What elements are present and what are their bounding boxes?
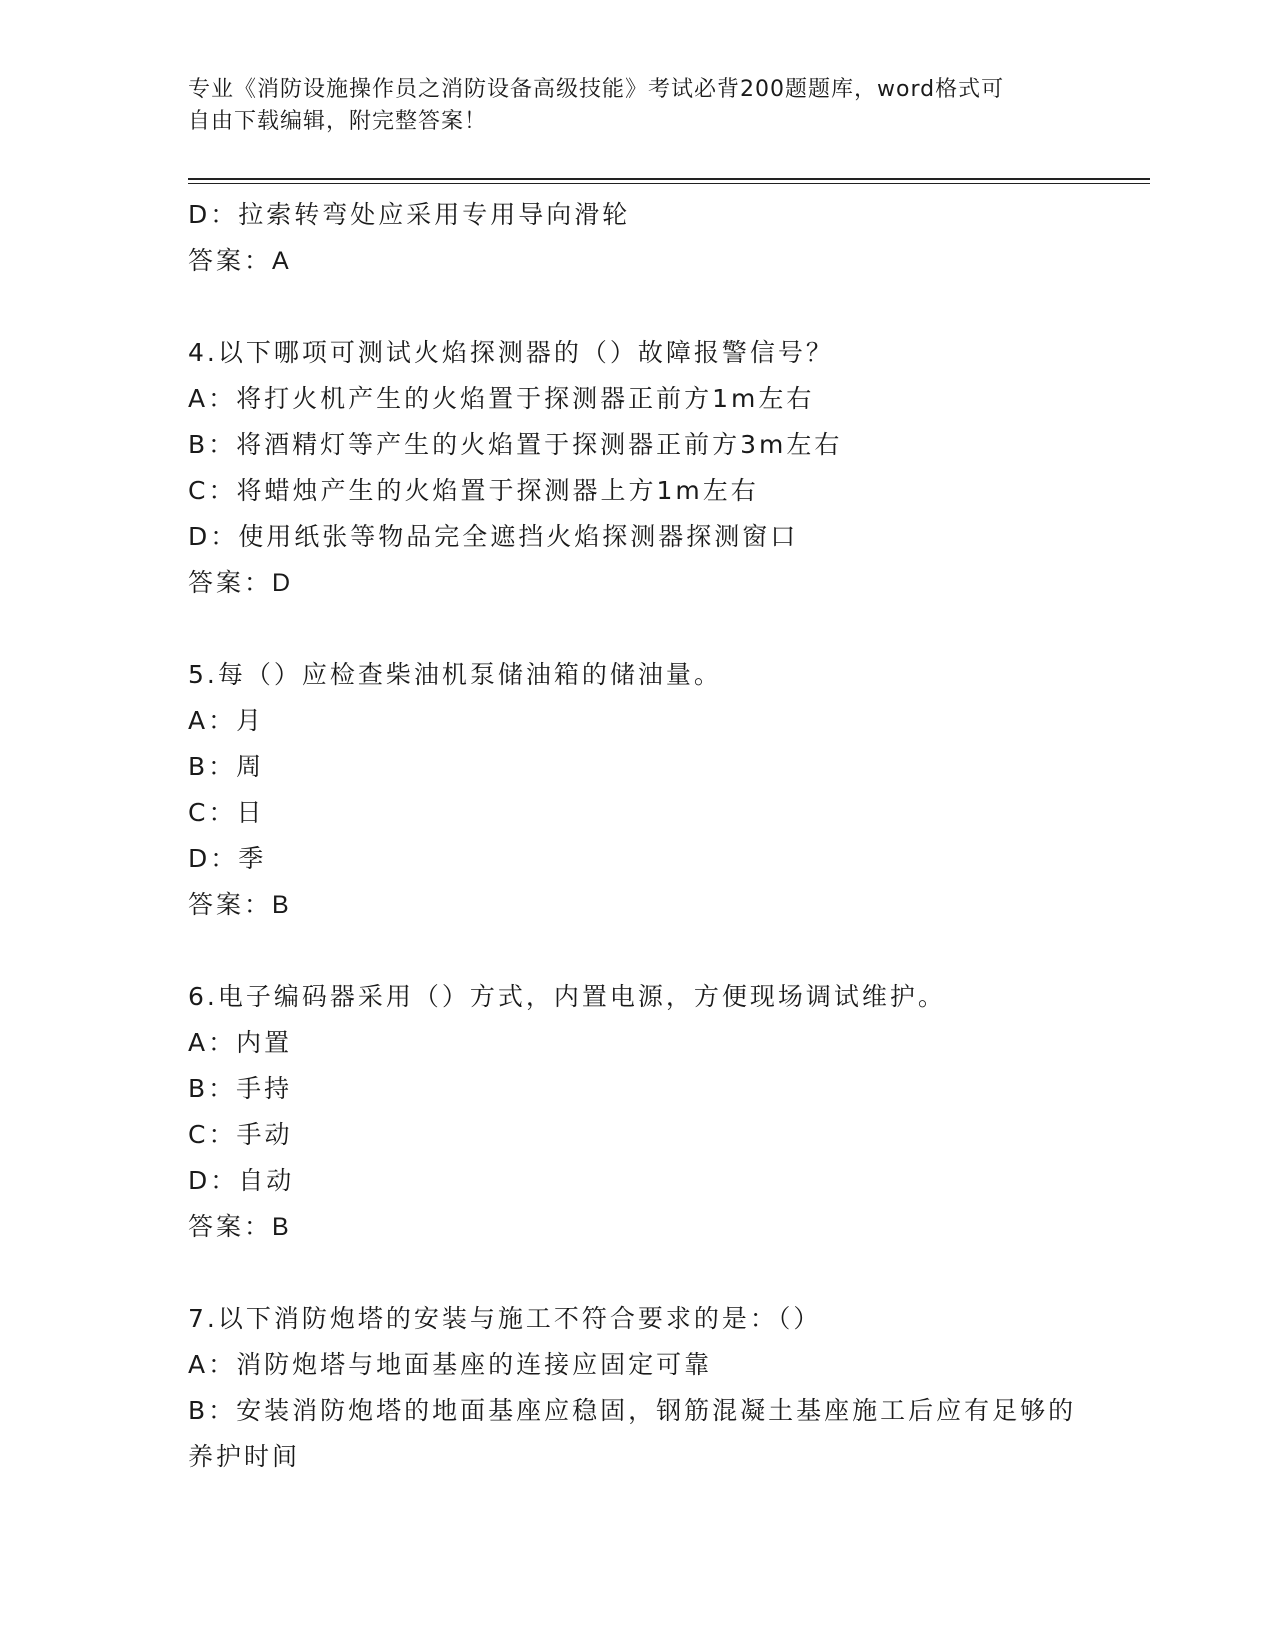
option-a: A：消防炮塔与地面基座的连接应固定可靠 (188, 1350, 713, 1379)
answer-line (188, 238, 1088, 284)
header-divider-thin (188, 183, 1150, 184)
option-b: B：将酒精灯等产生的火焰置于探测器正前方3m左右 (188, 430, 843, 459)
spacer (188, 1250, 1088, 1296)
answer-label: 答案： (188, 568, 273, 597)
question-stem: 7.以下消防炮塔的安装与施工不符合要求的是：（） (188, 1304, 822, 1333)
option-a: A：内置 (188, 1028, 293, 1057)
answer-label: 答案： (188, 1212, 273, 1241)
answer-value: A (272, 247, 290, 275)
option-a: A：月 (188, 706, 265, 735)
question-list (188, 192, 1088, 1480)
option-d: D：季 (188, 844, 267, 873)
option-c: C：日 (188, 798, 265, 827)
answer-value: B (272, 1213, 290, 1241)
answer-line (188, 1204, 1088, 1250)
answer-line (188, 560, 1088, 606)
option-c: C：手动 (188, 1120, 293, 1149)
option-a: A：将打火机产生的火焰置于探测器正前方1m左右 (188, 384, 815, 413)
option-b: B：周 (188, 752, 265, 781)
option-d: D：自动 (188, 1166, 295, 1195)
header-line-1: 专业《消防设施操作员之消防设备高级技能》考试必背200题题库，word格式可 (188, 77, 1005, 102)
answer-line (188, 882, 1088, 928)
spacer (188, 928, 1088, 974)
question-stem: 6.电子编码器采用（）方式，内置电源，方便现场调试维护。 (188, 982, 946, 1011)
question-stem: 5.每（）应检查柴油机泵储油箱的储油量。 (188, 660, 722, 689)
answer-value: D (272, 569, 292, 597)
spacer (188, 606, 1088, 652)
option-b: B：安装消防炮塔的地面基座应稳固，钢筋混凝土基座施工后应有足够的养护时间 (188, 1396, 1077, 1471)
answer-label: 答案： (188, 890, 273, 919)
answer-value: B (272, 891, 290, 919)
document-header (188, 74, 1068, 138)
option-c: C：将蜡烛产生的火焰置于探测器上方1m左右 (188, 476, 759, 505)
header-divider (188, 178, 1150, 180)
option-b: B：手持 (188, 1074, 293, 1103)
header-line-2: 自由下载编辑，附完整答案！ (188, 109, 488, 134)
question-stem: 4.以下哪项可测试火焰探测器的（）故障报警信号？ (188, 338, 834, 367)
spacer (188, 284, 1088, 330)
answer-label: 答案： (188, 246, 273, 275)
option-d: D：使用纸张等物品完全遮挡火焰探测器探测窗口 (188, 522, 799, 551)
option-d: D：拉索转弯处应采用专用导向滑轮 (188, 200, 631, 229)
